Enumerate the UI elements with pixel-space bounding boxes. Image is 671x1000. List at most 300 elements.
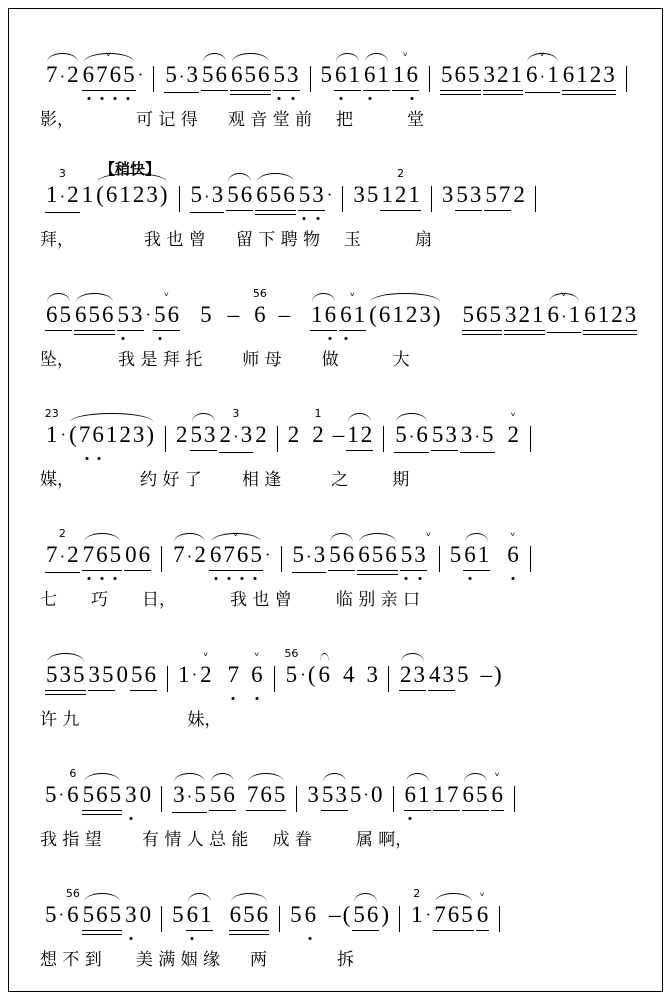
note: ( [369,302,377,327]
note: 5 [468,62,480,87]
barline [514,786,515,812]
note-group [164,62,199,90]
beam-line [82,930,123,931]
note: 6 [96,902,108,927]
note: 5 [45,902,57,927]
lyric-text: 影， [40,110,74,130]
note: 2 [507,422,520,447]
note: 3 [312,182,324,207]
note: 6 [223,782,235,807]
notation-row-7 [40,767,640,826]
measure [287,529,434,570]
slur-mark [312,293,335,302]
note: 3 [505,302,517,327]
note: 2 [194,542,206,567]
grace-note-icon: 3 [232,407,240,420]
slur-mark [348,413,371,422]
note: 3 [132,422,145,447]
note-group [153,289,180,328]
music-system-8 [40,880,640,985]
note-group [88,662,115,688]
measure [435,49,621,90]
note: 5 [292,542,305,567]
note: 3 [59,662,71,687]
note-group [255,182,296,208]
lyric-text: 把 [336,110,354,130]
augmentation-dot: · [561,307,567,326]
note-group [246,782,287,808]
note-group [74,302,115,328]
beam-line [428,690,455,691]
octave-dot [228,577,231,580]
note-group [82,49,136,88]
beam-line [82,570,123,571]
beam-line [273,90,300,91]
octave-dot [511,577,514,580]
note-group [310,302,337,328]
beam-line-2 [357,574,398,575]
slur-mark [211,773,234,782]
augmentation-dot: · [59,67,66,86]
note-group [172,542,207,570]
augmentation-dot: · [233,427,239,446]
beam-line-2 [74,334,115,335]
note: 5 [45,782,57,807]
lyric-text: 相 逢 [241,470,282,490]
note: 1 [377,62,390,87]
note: ) [381,902,390,927]
note: 7 [96,62,108,87]
slur-mark [232,53,269,62]
note: 6 [231,62,243,87]
measure [195,287,295,328]
note: 5 [59,302,71,327]
lyric-text: 有 情 人 总 能 [141,830,249,850]
slur-mark [76,293,113,302]
beam-line [226,210,253,211]
note: 5 [457,662,469,687]
note: ( [307,662,316,687]
note: 3 [125,902,137,927]
note: 2 [513,182,525,207]
beam-line [45,212,80,213]
octave-dot [114,97,117,100]
beam-line [462,330,503,331]
beam-line [583,330,637,331]
slur-mark [228,173,251,182]
octave-dot [255,697,258,700]
beam-line [82,810,123,811]
note-group [172,782,207,810]
note: 3 [307,782,319,807]
octave-dot [409,817,412,820]
mordent-icon: ᵛ [561,289,567,303]
note: 6 [335,62,347,87]
barline [161,906,162,932]
barline [310,66,311,92]
lyric-text: 成 眷 [272,830,312,850]
barline [535,186,536,212]
note: 3 [211,182,224,207]
music-system-1 [40,40,640,145]
slur-mark [174,773,205,782]
note: 5 [109,542,122,567]
mordent-icon: ᵛ [426,529,432,543]
note-group [394,422,429,450]
note: 5 [449,542,462,567]
octave-dot [405,577,408,580]
octave-dot [303,217,306,220]
music-system-3 [40,280,640,385]
beam-line [394,452,429,453]
lyric-text: 可 记 得 [136,110,198,130]
note-group [226,182,253,208]
measure [405,887,494,928]
note: 5 [202,62,214,87]
beam-line [124,570,151,571]
lyric-text: 做 [321,350,339,370]
note: 3 [419,302,431,327]
note: 2 [360,422,373,447]
beam-line [404,810,431,811]
note: 2 [394,182,407,207]
note-group [462,302,503,328]
music-system-5 [40,520,640,625]
measure [40,407,160,448]
barline [393,786,394,812]
note-group [190,182,225,210]
note-group [428,662,455,688]
note: 6 [67,902,79,927]
note: 2 [312,422,324,447]
note: 1 [46,422,58,447]
note: 2 [589,62,602,87]
beam-line-2 [255,214,296,215]
note-group [491,769,505,808]
mordent-icon: ᵛ [403,49,409,63]
note: 5 [117,302,129,327]
octave-dot [101,97,104,100]
augmentation-dot: · [60,425,67,444]
measure [167,529,275,570]
note: 6 [209,542,222,567]
lyric-text: 媒， [40,470,74,490]
note: 0 [371,782,383,807]
mordent-icon: ᵛ [494,769,500,783]
mordent-icon: ᵛ [510,529,516,543]
note: 7 [173,542,185,567]
note: 5 [190,422,203,447]
note: 2 [67,182,79,207]
beam-line [310,330,337,331]
note-group [504,302,545,328]
note: 7 [434,902,446,927]
beam-line [298,210,325,211]
lyric-text: 玉 [344,230,362,250]
note-group [463,542,490,568]
grace-note-icon: 56 [284,647,299,660]
augmentation-dot: · [363,785,370,804]
beam-line [433,930,474,931]
note: 3 [240,422,253,447]
augmentation-dot: · [204,187,210,206]
notation-row-8 [40,887,640,946]
beam-line [328,570,355,571]
note: 6 [92,422,104,447]
measure [40,767,156,808]
note: 6 [447,902,460,927]
note-group [117,302,144,328]
lyric-text: 妹， [187,710,222,730]
octave-dot [278,97,281,100]
note: 1 [408,182,420,207]
note: 2 [219,422,232,447]
barline [277,426,278,452]
note: 6 [378,302,391,327]
beam-line [431,450,458,451]
note: 7 [498,182,511,207]
note-group [328,542,355,568]
lyric-text: 坠， [40,350,74,370]
octave-dot [368,97,371,100]
augmentation-dot: · [264,545,271,564]
slur-mark [203,53,226,62]
note-group [190,422,217,448]
octave-dot [127,97,130,100]
note-group [506,529,520,568]
lyrics-row-1 [40,108,640,138]
note: 3 [366,662,379,687]
note: 1 [381,182,393,207]
note: 7 [78,422,91,447]
note-group [45,662,86,688]
note: 6 [562,62,575,87]
note: 3 [603,62,615,87]
slur-mark [320,653,330,662]
note: 3 [442,662,455,687]
measure [283,407,379,448]
lyric-text: 日， [142,590,176,610]
note-group [462,782,489,808]
note: 6 [476,902,489,927]
lyric-text: 我 也 曾 [144,230,206,250]
grace-note-icon: 3 [58,167,66,180]
notation-row-6 [40,647,640,706]
note: 5 [321,782,334,807]
note: 6 [507,542,519,567]
note: 5 [366,182,379,207]
note-group [230,62,271,88]
note: 6 [304,902,317,927]
note: 3 [483,62,496,87]
note: 5 [88,302,100,327]
note-group [392,49,419,88]
note: 2 [255,422,267,447]
note: 1 [81,182,94,207]
music-system-7 [40,760,640,865]
augmentation-dot: · [186,787,193,806]
octave-dot [88,97,91,100]
slur-mark [231,893,268,902]
note: 5 [395,422,407,447]
lyric-text: 约 好 了 [140,470,202,490]
barline [281,546,282,572]
note: 6 [491,782,504,807]
beam-line [562,90,616,91]
beam-line-2 [504,334,545,335]
note: 5 [329,542,341,567]
note-group [292,542,327,570]
note: 5 [273,782,286,807]
note: 6 [340,302,352,327]
lyric-text: 堂 [407,110,425,130]
note: 6 [584,302,596,327]
tempo-marking: 【稍快】 [100,160,161,178]
octave-dot [191,937,194,940]
note-group [334,62,361,88]
octave-dot [98,457,101,460]
measure [389,409,525,450]
note: 4 [429,662,441,687]
note: 0 [116,662,128,687]
note: 5 [82,902,95,927]
beam-line [246,810,287,811]
slur-mark [70,413,153,422]
note: 7 [82,542,95,567]
augmentation-dot: · [58,785,65,804]
beam-line-2 [483,94,524,95]
note: 0 [139,782,152,807]
beam-line [74,330,115,331]
note: 5 [250,542,262,567]
measure [40,527,156,570]
beam-line [230,90,271,91]
augmentation-dot: · [178,67,185,86]
note: 3 [313,542,326,567]
note: 1 [353,302,366,327]
octave-dot [86,457,89,460]
note-group [250,649,264,688]
note-group [209,529,263,568]
note: 5 [131,662,143,687]
note: ) [159,182,168,207]
beam-line [380,210,421,211]
note-group [433,782,460,808]
note-group [399,662,426,688]
note: 5 [172,902,184,927]
beam-line [339,330,366,331]
note: 6 [547,302,560,327]
measure [445,529,525,568]
note: 3 [287,62,299,87]
note: ) [432,302,441,327]
note: 1 [576,62,588,87]
note-group [483,62,524,88]
augmentation-dot: · [186,547,193,566]
measure [280,647,383,688]
beam-line [164,92,199,93]
note-group [95,182,168,208]
barline [161,786,162,812]
note: 1 [597,302,610,327]
note-group [339,289,366,328]
note: 6 [229,902,242,927]
note-group [65,887,80,928]
octave-dot [241,577,244,580]
lyric-text: 美 满 姻 缘 [135,950,221,970]
note-group [209,782,236,808]
note: 1 [347,422,359,447]
note: 6 [46,302,58,327]
note: 2 [200,662,212,687]
slur-mark [47,653,84,662]
note: 6 [254,302,266,327]
beam-line-2 [230,94,271,95]
lyrics-row-7 [40,828,640,858]
grace-note-icon: 56 [65,887,80,900]
note: – [227,302,240,327]
slur-mark [84,773,121,782]
beam-line-2 [229,934,270,935]
barline [342,186,343,212]
note: 1 [392,302,404,327]
note: 6 [167,302,180,327]
note: 6 [96,542,108,567]
beam-line-2 [440,94,481,95]
score-body [40,40,640,1000]
note: 5 [298,182,311,207]
note-group [124,782,138,808]
barline [167,666,168,692]
beam-line-2 [82,934,123,935]
lyrics-row-5 [40,588,640,618]
lyric-text: 想 不 到 [40,950,102,970]
note-group [400,542,427,568]
lyric-text: 我 指 望 [40,830,102,850]
beam-line [462,810,489,811]
beam-line [130,690,157,691]
barline [383,426,384,452]
note: 5 [227,182,239,207]
measure [316,49,425,88]
note: – [480,662,493,687]
octave-dot [232,697,235,700]
note-group [357,542,398,568]
note: 5 [400,542,413,567]
note: 3 [460,422,473,447]
measure [437,182,530,208]
measure [40,289,185,328]
beam-line [153,330,180,331]
beam-line [292,572,327,573]
note: 2 [497,62,509,87]
note: 6 [385,542,397,567]
octave-dot [309,937,312,940]
note-group [45,167,80,210]
note: 1 [433,782,446,807]
lyrics-row-6 [40,708,640,738]
note: 6 [416,422,428,447]
augmentation-dot: · [474,427,481,446]
note: 6 [236,542,249,567]
music-system-4 [40,400,640,505]
beam-line [334,90,361,91]
measure [302,782,387,808]
barline [296,786,297,812]
lyric-text: 大 [392,350,410,370]
mordent-icon: ᵛ [479,889,485,903]
note-group [199,649,213,688]
